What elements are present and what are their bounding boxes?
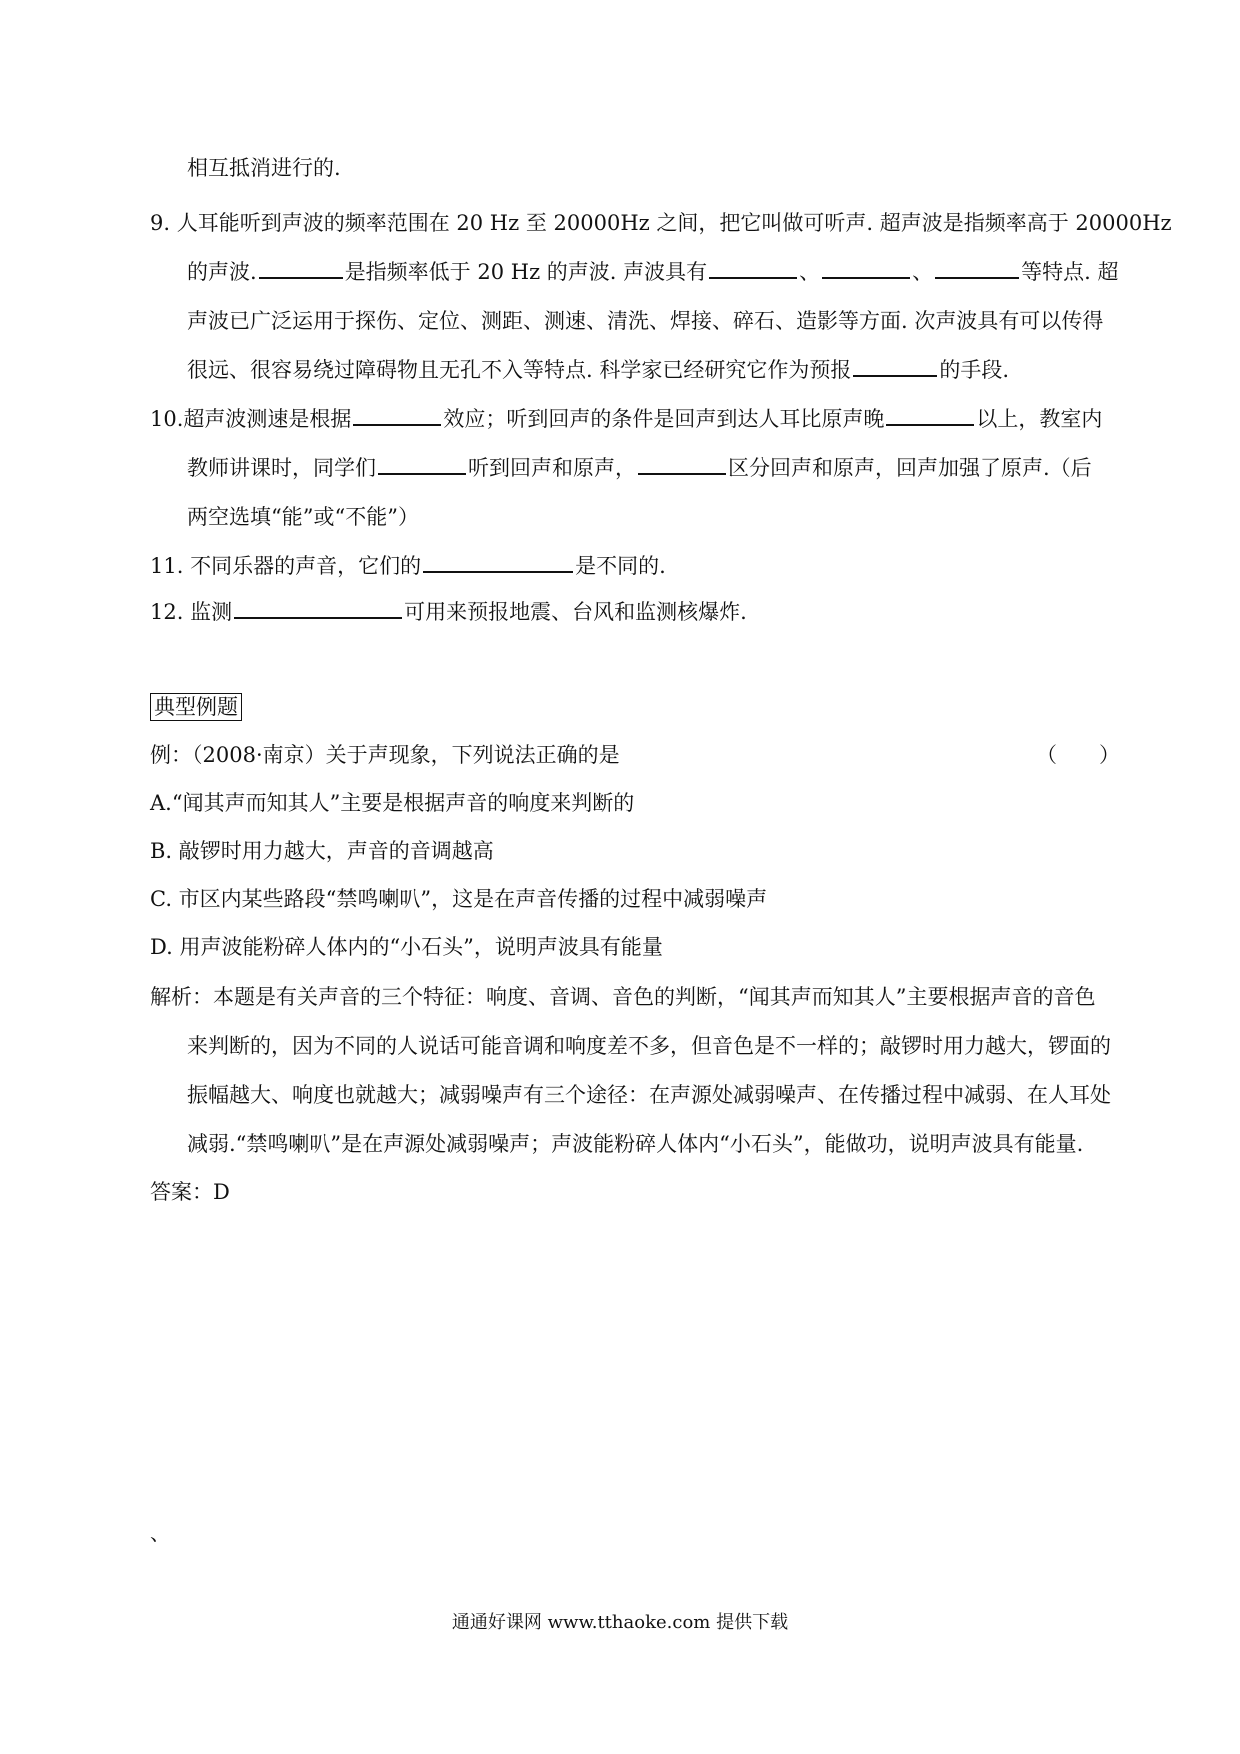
section-title: 典型例题 [150,692,242,722]
answer-blank[interactable] [259,257,343,279]
question-9-line-3: 声波已广泛运用于探伤、定位、测距、测速、清洗、焊接、碎石、造影等方面. 次声波具有可以传得 [187,309,1104,333]
analysis-line-3: 振幅越大、响度也就越大；减弱噪声有三个途径：在声源处减弱噪声、在传播过程中减弱、在人耳处 [187,1083,1111,1107]
answer-blank[interactable] [709,257,797,279]
example-question: 例：（2008·南京）关于声现象，下列说法正确的是 [150,743,620,767]
question-10-line-1: 10.超声波测速是根据 效应；听到回声的条件是回声到达人耳比原声晚 以上，教室内 [150,404,1102,434]
answer-blank[interactable] [822,257,910,279]
stray-mark: 、 [150,1521,170,1545]
analysis-line-4: 减弱.“禁鸣喇叭”是在声源处减弱噪声；声波能粉碎人体内“小石头”，能做功，说明声波具有能量. [187,1132,1084,1156]
answer-blank[interactable] [378,453,466,475]
analysis-line-1: 解析：本题是有关声音的三个特征：响度、音调、音色的判断，“闻其声而知其人”主要根据声音的音色 [150,985,1096,1009]
answer-blank[interactable] [886,404,974,426]
option-b: B. 敲锣时用力越大，声音的音调越高 [150,839,494,863]
option-c: C. 市区内某些路段“禁鸣喇叭”，这是在声音传播的过程中减弱噪声 [150,887,768,911]
question-12: 12. 监测 可用来预报地震、台风和监测核爆炸. [150,597,747,627]
answer-blank[interactable] [853,355,937,377]
page-footer: 通通好课网 www.tthaoke.com 提供下载 [451,1612,789,1633]
answer-blank[interactable] [638,453,726,475]
answer-line: 答案：D [150,1180,230,1204]
answer-blank[interactable] [353,404,441,426]
option-d: D. 用声波能粉碎人体内的“小石头”，说明声波具有能量 [150,935,663,959]
answer-blank[interactable] [423,551,573,573]
question-10-line-3: 两空选填“能”或“不能”） [187,505,419,529]
answer-blank[interactable] [935,257,1019,279]
answer-parentheses[interactable]: （ ） [1036,743,1120,767]
text-line: 相互抵消进行的. [187,156,341,180]
question-11: 11. 不同乐器的声音，它们的 是不同的. [150,551,666,581]
question-9-line-1: 9. 人耳能听到声波的频率范围在 20 Hz 至 20000Hz 之间，把它叫做可听声. 超声波是指频率高于 20000Hz [150,211,1172,235]
question-10-line-2: 教师讲课时，同学们 听到回声和原声， 区分回声和原声，回声加强了原声.（后 [187,453,1092,483]
question-9-line-2: 的声波. 是指频率低于 20 Hz 的声波. 声波具有 、 、 等特点. 超 [187,257,1119,287]
answer-blank[interactable] [234,597,402,619]
analysis-line-2: 来判断的，因为不同的人说话可能音调和响度差不多，但音色是不一样的；敲锣时用力越大，锣面的 [187,1034,1111,1058]
question-9-line-4: 很远、很容易绕过障碍物且无孔不入等特点. 科学家已经研究它作为预报 的手段. [187,355,1009,385]
option-a: A.“闻其声而知其人”主要是根据声音的响度来判断的 [150,791,635,815]
